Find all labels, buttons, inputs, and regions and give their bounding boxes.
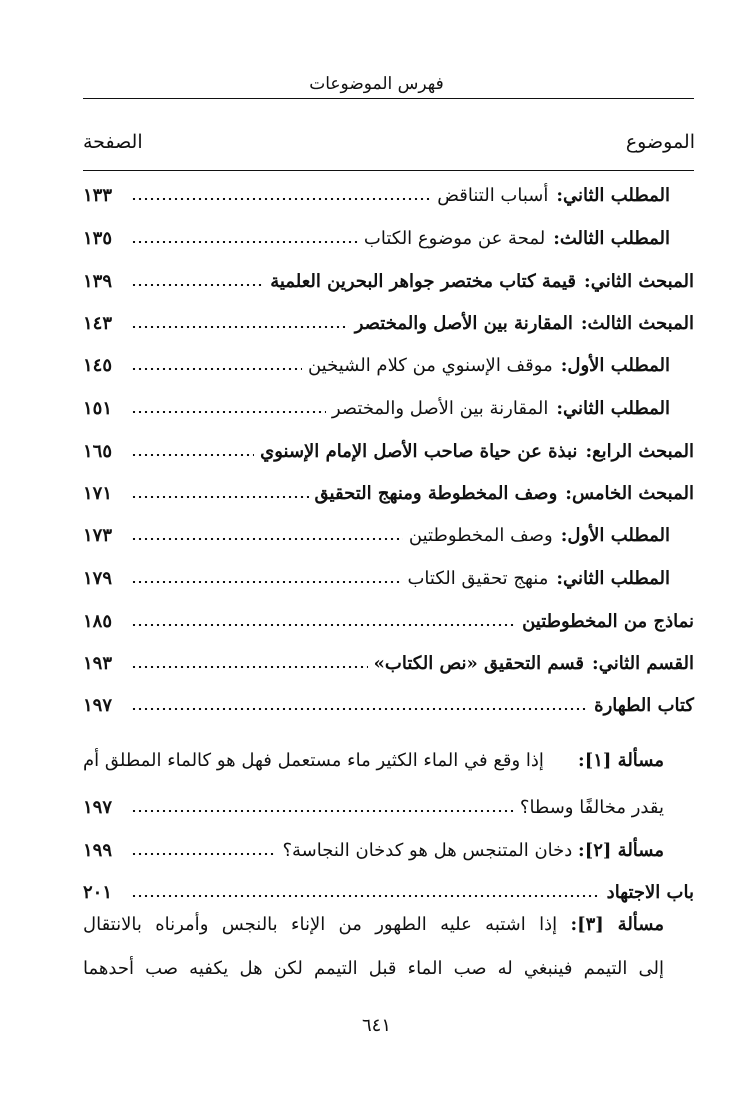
toc-entry-title: المقارنة بين الأصل والمختصر [354, 312, 573, 334]
leader-dots [131, 411, 326, 413]
masala-3-line-2: إلى التيمم فينبغي له صب الماء قبل التيمم لكن هل يكفيه صب أحدهما [83, 958, 664, 979]
toc-entry-label: المطلب الثاني [563, 397, 670, 419]
page-number: ٦٤١ [361, 1015, 391, 1036]
masala-2-title: دخان المتنجس هل هو كدخان النجاسة؟ [282, 839, 573, 861]
toc-entry-page: ١٤٥ [83, 354, 113, 376]
toc-entry-page: ١٣٣ [83, 184, 113, 206]
toc-entry-title: منهج تحقيق الكتاب [407, 567, 549, 589]
toc-entry-separator: : [560, 524, 568, 546]
toc-entry-separator: : [556, 567, 564, 589]
masala-1-text-line-1: إذا وقع في الماء الكثير ماء مستعمل فهل هو كالماء المطلق أم [83, 749, 544, 771]
topic-column-header: الموضوع [625, 131, 695, 153]
toc-entry-page: ١٤٣ [83, 312, 113, 334]
toc-entry-label: المطلب الأول [567, 524, 670, 546]
toc-entry-bab-ijtihad [83, 872, 694, 912]
toc-entry-topic [270, 271, 694, 292]
toc-entry-separator: : [565, 482, 572, 504]
toc-entry-topic [594, 695, 694, 716]
leader-dots [131, 454, 254, 456]
toc-entry [83, 345, 694, 385]
header-divider [83, 98, 694, 99]
toc-entry [83, 218, 694, 258]
masala-3-label: مسألة [٣]: [570, 914, 664, 935]
page-column-header: الصفحة [83, 131, 143, 153]
toc-entry-label: المطلب الأول [567, 354, 670, 376]
toc-entry-label: المبحث الرابع [592, 440, 694, 462]
masala-1-text-line-2: يقدر مخالفًا وسطا؟ [519, 796, 664, 818]
toc-entry-title: نبذة عن حياة صاحب الأصل الإمام الإسنوي [260, 440, 578, 462]
toc-entry-topic [308, 355, 670, 376]
leader-dots [131, 326, 349, 328]
toc-entry-topic [374, 653, 694, 674]
masala-3-line-1 [83, 914, 694, 935]
leader-dots [131, 198, 431, 200]
masala-3-text-line-1: إذا اشتبه عليه الطهور من الإناء بالنجس وأمرناه بالانتقال [83, 914, 558, 935]
masala-2-page: ١٩٩ [83, 839, 113, 861]
leader-dots [131, 538, 403, 540]
leader-dots [131, 895, 601, 897]
leader-dots [131, 284, 264, 286]
toc-entry [83, 643, 694, 683]
toc-entry-title: المقارنة بين الأصل والمختصر [331, 397, 549, 419]
toc-entry-page: ١٧١ [83, 482, 113, 504]
toc-entry [83, 601, 694, 641]
toc-entry-page: ١٨٥ [83, 610, 113, 632]
toc-entry-separator: : [556, 397, 564, 419]
toc-entry-page: ١٣٥ [83, 227, 113, 249]
toc-entry [83, 431, 694, 471]
bab-title: باب الاجتهاد [606, 881, 694, 903]
toc-entry-topic [260, 441, 694, 462]
toc-entry-title: كتاب الطهارة [594, 694, 694, 716]
toc-entry-label: القسم الثاني [598, 652, 694, 674]
leader-dots [131, 853, 276, 855]
toc-entry-label: المطلب الثاني [563, 184, 670, 206]
toc-entry-page: ١٧٣ [83, 524, 113, 546]
toc-entry-title: أسباب التناقض [437, 184, 549, 206]
masala-1-page: ١٩٧ [83, 796, 113, 818]
toc-entry-label: المبحث الخامس [571, 482, 694, 504]
column-header-divider [83, 170, 694, 171]
toc-entry-separator: : [560, 354, 568, 376]
toc-entry-masala-1-line-2 [83, 787, 694, 827]
toc-entry-topic [437, 185, 670, 206]
toc-entry [83, 175, 694, 215]
toc-entry-page: ١٥١ [83, 397, 113, 419]
toc-entry [83, 303, 694, 343]
toc-entry-topic [332, 398, 670, 419]
toc-entry-separator: : [585, 440, 593, 462]
toc-entry-page: ١٦٥ [83, 440, 113, 462]
toc-entry-title: موقف الإسنوي من كلام الشيخين [307, 354, 553, 376]
toc-entry-masala-2 [83, 830, 694, 870]
toc-entry-page: ١٩٣ [83, 652, 113, 674]
leader-dots [131, 581, 401, 583]
toc-entry [83, 558, 694, 598]
toc-entry [83, 473, 694, 513]
toc-entry-label: المطلب الثالث [559, 227, 670, 249]
toc-entry [83, 685, 694, 725]
leader-dots [131, 241, 358, 243]
toc-entry-separator: : [592, 652, 599, 674]
leader-dots [131, 666, 368, 668]
toc-entry-page: ١٧٩ [83, 567, 113, 589]
toc-entry-topic [407, 568, 670, 589]
toc-entry [83, 261, 694, 301]
toc-entry-masala-1-line-1 [83, 740, 694, 780]
toc-entry-topic [364, 228, 670, 249]
toc-entry-topic [522, 611, 694, 632]
toc-entry-topic [409, 525, 670, 546]
leader-dots [131, 624, 516, 626]
toc-entry [83, 388, 694, 428]
toc-entry-separator: : [584, 270, 591, 292]
masala-2-label: مسألة [٢]: [578, 839, 664, 861]
toc-entry-separator: : [580, 312, 588, 334]
toc-entry-separator: : [556, 184, 564, 206]
toc-entry-title: نماذج من المخطوطتين [522, 610, 694, 632]
toc-entry-topic [315, 483, 694, 504]
masala-1-label: مسألة [١]: [578, 749, 664, 771]
leader-dots [131, 496, 309, 498]
toc-entry-title: قيمة كتاب مختصر جواهر البحرين العلمية [270, 270, 577, 292]
toc-entry-title: قسم التحقيق «نص الكتاب» [373, 652, 585, 674]
toc-entry-title: وصف المخطوطتين [408, 524, 553, 546]
toc-entry-title: وصف المخطوطة ومنهج التحقيق [314, 482, 558, 504]
toc-entry-topic [355, 313, 694, 334]
toc-entry-page: ١٣٩ [83, 270, 113, 292]
leader-dots [131, 810, 514, 812]
toc-entry [83, 515, 694, 555]
leader-dots [131, 368, 302, 370]
toc-entry-label: المبحث الثالث [587, 312, 694, 334]
toc-entry-page: ١٩٧ [83, 694, 113, 716]
toc-entry-label: المطلب الثاني [563, 567, 670, 589]
leader-dots [131, 708, 588, 710]
toc-entry-title: لمحة عن موضوع الكتاب [363, 227, 546, 249]
toc-entry-separator: : [553, 227, 560, 249]
page-header-title: فهرس الموضوعات [309, 74, 444, 94]
toc-entry-label: المبحث الثاني [590, 270, 694, 292]
bab-page: ٢٠١ [83, 881, 113, 903]
